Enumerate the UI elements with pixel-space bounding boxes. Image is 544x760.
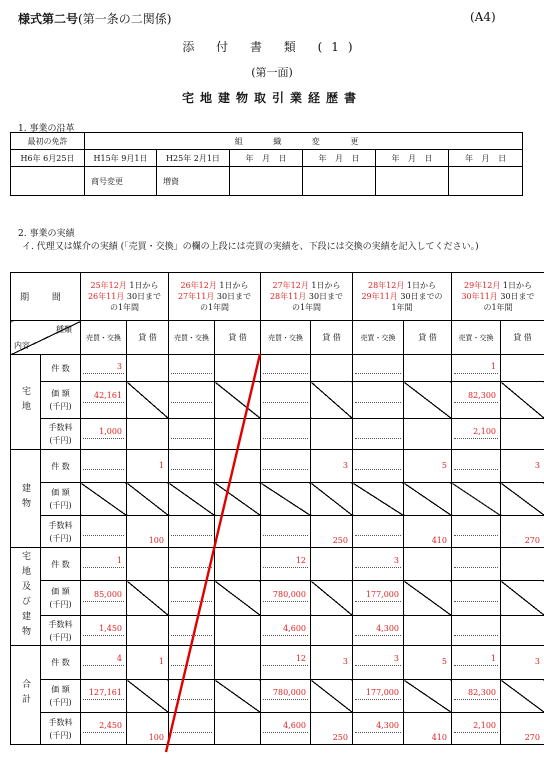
item-unit: (千円) bbox=[49, 730, 72, 740]
change-note bbox=[449, 167, 523, 196]
lend-cell: 3 bbox=[501, 646, 544, 680]
lend-cell bbox=[501, 616, 544, 646]
lend-cell: 250 bbox=[311, 713, 353, 745]
paper-size: (A4) bbox=[470, 10, 496, 24]
item-unit: (千円) bbox=[49, 632, 72, 642]
change-date: 年 月 日 bbox=[303, 150, 376, 167]
col-lend: 貸 借 bbox=[311, 321, 353, 355]
lend-cell: 250 bbox=[311, 516, 353, 548]
value-upper bbox=[454, 555, 498, 568]
sell-cell bbox=[353, 450, 404, 483]
sell-cell bbox=[81, 419, 127, 450]
lend-cell bbox=[127, 419, 169, 450]
sell-cell bbox=[169, 355, 215, 382]
sell-cell bbox=[452, 548, 501, 581]
sell-cell bbox=[261, 616, 311, 646]
sell-cell bbox=[452, 713, 501, 745]
value-upper bbox=[263, 390, 308, 403]
value-upper bbox=[171, 523, 212, 536]
history-table bbox=[10, 132, 523, 196]
value-upper: 1 bbox=[83, 555, 124, 568]
item-label: 価 額 bbox=[51, 685, 70, 694]
value-upper: 4,600 bbox=[263, 623, 308, 636]
value-upper: 780,000 bbox=[263, 589, 308, 602]
sell-cell bbox=[169, 548, 215, 581]
blank-diagonal-cell bbox=[404, 581, 452, 616]
item-fee-label bbox=[41, 713, 81, 745]
value-upper: 3 bbox=[355, 653, 401, 666]
period-label: 期 間 bbox=[11, 273, 81, 321]
value-upper bbox=[355, 361, 401, 374]
value-upper bbox=[355, 457, 401, 470]
blank-diagonal-cell bbox=[127, 581, 169, 616]
change-note: 商号変更 bbox=[85, 167, 157, 196]
sell-cell bbox=[81, 680, 127, 713]
item-count-label bbox=[41, 548, 81, 581]
value-upper: 3 bbox=[83, 361, 124, 374]
item-label: 手数料 bbox=[48, 619, 73, 629]
lend-cell bbox=[215, 548, 261, 581]
blank-diagonal-cell bbox=[501, 483, 544, 516]
value-upper bbox=[454, 589, 498, 602]
lend-cell bbox=[404, 355, 452, 382]
blank-diagonal-cell bbox=[501, 680, 544, 713]
change-date: H15年 9月1日 bbox=[85, 150, 157, 167]
value-upper: 12 bbox=[263, 653, 308, 666]
value-upper bbox=[171, 687, 212, 700]
item-label: 件 数 bbox=[51, 559, 70, 569]
sell-cell bbox=[169, 382, 215, 419]
blank-diagonal-cell bbox=[169, 483, 215, 516]
value-upper bbox=[171, 361, 212, 374]
value-upper bbox=[171, 390, 212, 403]
value-upper bbox=[171, 653, 212, 666]
sell-cell bbox=[452, 616, 501, 646]
blank-diagonal-cell bbox=[215, 581, 261, 616]
group-label: 建物 bbox=[20, 482, 30, 513]
blank-diagonal-cell bbox=[501, 382, 544, 419]
value-upper bbox=[83, 457, 124, 470]
value-upper: 2,450 bbox=[83, 720, 124, 733]
lend-cell bbox=[404, 616, 452, 646]
form-number: 様式第二号(第一条の二関係) bbox=[18, 12, 172, 26]
period-1: 25年12月 1日から 26年11月 30日まで の1年間 bbox=[81, 273, 169, 321]
value-upper: 1 bbox=[454, 361, 498, 374]
sell-cell bbox=[81, 516, 127, 548]
sell-cell bbox=[81, 713, 127, 745]
value-upper: 177,000 bbox=[355, 687, 401, 700]
lend-cell: 270 bbox=[501, 713, 544, 745]
lend-cell: 410 bbox=[404, 516, 452, 548]
lend-cell bbox=[404, 548, 452, 581]
record-note: イ. 代理又は媒介の実績 (「売買・交換」の欄の上段には売買の実績を、下段には交換の実績を記入してください。) bbox=[22, 242, 479, 252]
value-upper bbox=[263, 457, 308, 470]
lend-cell bbox=[127, 616, 169, 646]
lend-cell bbox=[215, 713, 261, 745]
first-license-label: 最初の免許 bbox=[11, 133, 85, 150]
blank-diagonal-cell bbox=[261, 483, 311, 516]
item-label: 価 額 bbox=[51, 587, 70, 596]
blank-diagonal-cell bbox=[215, 382, 261, 419]
change-note bbox=[230, 167, 303, 196]
sell-cell bbox=[452, 355, 501, 382]
item-label: 手数料 bbox=[48, 520, 73, 530]
value-upper bbox=[355, 426, 401, 439]
blank-diagonal-cell bbox=[311, 581, 353, 616]
lend-cell bbox=[215, 616, 261, 646]
value-upper bbox=[171, 623, 212, 636]
sell-cell bbox=[452, 680, 501, 713]
blank-diagonal-cell bbox=[311, 680, 353, 713]
item-price-label bbox=[41, 382, 81, 419]
group-bldg bbox=[11, 450, 41, 548]
period-4: 28年12月 1日から 29年11月 30日までの 1年間 bbox=[353, 273, 452, 321]
col-lend: 貸 借 bbox=[215, 321, 261, 355]
section-record: 2. 事業の実績 bbox=[18, 229, 75, 239]
col-lend: 貸 借 bbox=[404, 321, 452, 355]
change-date: 年 月 日 bbox=[376, 150, 449, 167]
item-unit: (千円) bbox=[49, 533, 72, 543]
kind-content-header bbox=[11, 321, 81, 355]
changes-label: 組 織 変 更 bbox=[85, 133, 523, 150]
sell-cell bbox=[81, 646, 127, 680]
item-unit: (千円) bbox=[49, 501, 72, 510]
value-upper bbox=[171, 589, 212, 602]
lend-cell: 5 bbox=[404, 450, 452, 483]
col-sell: 売買・交換 bbox=[353, 321, 404, 355]
value-upper: 177,000 bbox=[355, 589, 401, 602]
sell-cell bbox=[353, 581, 404, 616]
sell-cell bbox=[452, 450, 501, 483]
value-upper: 12 bbox=[263, 555, 308, 568]
sell-cell bbox=[261, 382, 311, 419]
lend-cell: 3 bbox=[501, 450, 544, 483]
kind-label: 種類 bbox=[56, 325, 72, 334]
blank-diagonal-cell bbox=[404, 483, 452, 516]
value-upper: 85,000 bbox=[83, 589, 124, 602]
doc-heading: 宅地建物取引業経歴書 bbox=[181, 91, 362, 105]
group-label: 宅地 bbox=[20, 386, 30, 416]
blank-diagonal-cell bbox=[215, 680, 261, 713]
value-upper: 4,600 bbox=[263, 720, 308, 733]
value-upper: 127,161 bbox=[83, 687, 124, 700]
value-upper bbox=[454, 623, 498, 636]
sell-cell bbox=[261, 450, 311, 483]
group-total bbox=[11, 646, 41, 745]
sell-cell bbox=[169, 516, 215, 548]
sell-cell bbox=[169, 616, 215, 646]
value-upper bbox=[454, 523, 498, 536]
sell-cell bbox=[81, 548, 127, 581]
blank-diagonal-cell bbox=[404, 680, 452, 713]
sell-cell bbox=[261, 548, 311, 581]
value-upper: 780,000 bbox=[263, 687, 308, 700]
lend-cell bbox=[215, 646, 261, 680]
group-both bbox=[11, 548, 41, 646]
value-upper: 2,100 bbox=[454, 720, 498, 733]
doc-subtitle: (第一面) bbox=[251, 66, 293, 79]
first-license-note bbox=[11, 167, 85, 196]
col-sell: 売買・交換 bbox=[261, 321, 311, 355]
lend-cell bbox=[311, 616, 353, 646]
item-fee-label bbox=[41, 516, 81, 548]
group-land bbox=[11, 355, 41, 450]
value-upper: 42,161 bbox=[83, 390, 124, 403]
value-upper: 3 bbox=[355, 555, 401, 568]
change-date: H25年 2月1日 bbox=[157, 150, 230, 167]
change-note bbox=[303, 167, 376, 196]
item-label: 件 数 bbox=[51, 461, 70, 471]
lend-cell: 5 bbox=[404, 646, 452, 680]
doc-title: 添 付 書 類 (1) bbox=[182, 40, 362, 54]
sell-cell bbox=[452, 646, 501, 680]
first-license-date: H6年 6月25日 bbox=[11, 150, 85, 167]
item-label: 価 額 bbox=[51, 389, 70, 398]
sell-cell bbox=[353, 382, 404, 419]
lend-cell bbox=[501, 419, 544, 450]
item-label: 手数料 bbox=[48, 717, 73, 727]
change-date: 年 月 日 bbox=[449, 150, 523, 167]
lend-cell bbox=[127, 548, 169, 581]
item-fee-label bbox=[41, 419, 81, 450]
blank-diagonal-cell bbox=[452, 483, 501, 516]
lend-cell bbox=[311, 355, 353, 382]
lend-cell bbox=[215, 516, 261, 548]
item-label: 価 額 bbox=[51, 488, 70, 497]
sell-cell bbox=[452, 419, 501, 450]
change-note: 増資 bbox=[157, 167, 230, 196]
sell-cell bbox=[81, 616, 127, 646]
value-upper: 1,450 bbox=[83, 623, 124, 636]
blank-diagonal-cell bbox=[353, 483, 404, 516]
value-upper bbox=[171, 555, 212, 568]
lend-cell: 410 bbox=[404, 713, 452, 745]
item-unit: (千円) bbox=[49, 698, 72, 707]
sell-cell bbox=[261, 355, 311, 382]
value-upper bbox=[355, 523, 401, 536]
sell-cell bbox=[261, 516, 311, 548]
period-5: 29年12月 1日から 30年11月 30日まで の1年間 bbox=[452, 273, 544, 321]
period-2: 26年12月 1日から 27年11月 30日まで の1年間 bbox=[169, 273, 261, 321]
item-unit: (千円) bbox=[49, 600, 72, 609]
sell-cell bbox=[81, 450, 127, 483]
item-count-label bbox=[41, 646, 81, 680]
value-upper bbox=[454, 457, 498, 470]
col-sell: 売買・交換 bbox=[81, 321, 127, 355]
col-sell: 売買・交換 bbox=[169, 321, 215, 355]
sell-cell bbox=[452, 516, 501, 548]
sell-cell bbox=[261, 713, 311, 745]
lend-cell: 100 bbox=[127, 516, 169, 548]
col-sell: 売買・交換 bbox=[452, 321, 501, 355]
sell-cell bbox=[81, 382, 127, 419]
sell-cell bbox=[353, 516, 404, 548]
lend-cell bbox=[501, 355, 544, 382]
sell-cell bbox=[169, 450, 215, 483]
sell-cell bbox=[81, 355, 127, 382]
sell-cell bbox=[353, 548, 404, 581]
blank-diagonal-cell bbox=[127, 483, 169, 516]
sell-cell bbox=[353, 355, 404, 382]
sell-cell bbox=[169, 581, 215, 616]
sell-cell bbox=[353, 419, 404, 450]
sell-cell bbox=[261, 581, 311, 616]
value-upper: 4,300 bbox=[355, 720, 401, 733]
sell-cell bbox=[169, 419, 215, 450]
lend-cell bbox=[501, 548, 544, 581]
blank-diagonal-cell bbox=[501, 581, 544, 616]
item-label: 件 数 bbox=[51, 363, 70, 373]
sell-cell bbox=[81, 581, 127, 616]
sell-cell bbox=[169, 713, 215, 745]
group-label: 合計 bbox=[20, 679, 30, 709]
item-price-label bbox=[41, 680, 81, 713]
blank-diagonal-cell bbox=[215, 483, 261, 516]
item-count-label bbox=[41, 355, 81, 382]
value-upper bbox=[355, 390, 401, 403]
lend-cell: 1 bbox=[127, 450, 169, 483]
item-price-label bbox=[41, 581, 81, 616]
content-label: 内容 bbox=[14, 341, 30, 350]
sell-cell bbox=[169, 646, 215, 680]
sell-cell bbox=[261, 419, 311, 450]
sell-cell bbox=[353, 616, 404, 646]
sell-cell bbox=[261, 680, 311, 713]
item-label: 手数料 bbox=[48, 423, 73, 432]
lend-cell: 3 bbox=[311, 450, 353, 483]
value-upper bbox=[171, 426, 212, 439]
value-upper: 4,300 bbox=[355, 623, 401, 636]
lend-cell: 3 bbox=[311, 646, 353, 680]
value-upper bbox=[263, 426, 308, 439]
lend-cell: 1 bbox=[127, 646, 169, 680]
sell-cell bbox=[353, 646, 404, 680]
blank-diagonal-cell bbox=[311, 483, 353, 516]
lend-cell: 100 bbox=[127, 713, 169, 745]
sell-cell bbox=[452, 581, 501, 616]
sell-cell bbox=[169, 680, 215, 713]
value-upper bbox=[263, 361, 308, 374]
lend-cell: 270 bbox=[501, 516, 544, 548]
col-lend: 貸 借 bbox=[127, 321, 169, 355]
record-table bbox=[10, 272, 544, 745]
lend-cell bbox=[311, 548, 353, 581]
item-count-label bbox=[41, 450, 81, 483]
item-price-label bbox=[41, 483, 81, 516]
value-upper: 4 bbox=[83, 653, 124, 666]
value-upper: 82,300 bbox=[454, 390, 498, 403]
lend-cell bbox=[127, 355, 169, 382]
lend-cell bbox=[215, 419, 261, 450]
col-lend: 貸 借 bbox=[501, 321, 544, 355]
lend-cell bbox=[215, 355, 261, 382]
item-fee-label bbox=[41, 616, 81, 646]
change-date: 年 月 日 bbox=[230, 150, 303, 167]
item-unit: (千円) bbox=[49, 436, 72, 445]
sell-cell bbox=[452, 382, 501, 419]
value-upper bbox=[83, 523, 124, 536]
sell-cell bbox=[353, 680, 404, 713]
value-upper bbox=[263, 523, 308, 536]
lend-cell bbox=[215, 450, 261, 483]
record-body bbox=[11, 355, 544, 745]
blank-diagonal-cell bbox=[127, 680, 169, 713]
value-upper bbox=[171, 720, 212, 733]
period-3: 27年12月 1日から 28年11月 30日まで の1年間 bbox=[261, 273, 353, 321]
item-unit: (千円) bbox=[49, 402, 72, 411]
value-upper: 1,000 bbox=[83, 426, 124, 439]
value-upper: 2,100 bbox=[454, 426, 498, 439]
group-label: 宅地及び建物 bbox=[20, 550, 30, 641]
change-note bbox=[376, 167, 449, 196]
blank-diagonal-cell bbox=[81, 483, 127, 516]
value-upper: 1 bbox=[454, 653, 498, 666]
section-history: 1. 事業の沿革 bbox=[18, 124, 75, 134]
lend-cell bbox=[404, 419, 452, 450]
sell-cell bbox=[353, 713, 404, 745]
blank-diagonal-cell bbox=[311, 382, 353, 419]
blank-diagonal-cell bbox=[127, 382, 169, 419]
value-upper bbox=[171, 457, 212, 470]
lend-cell bbox=[311, 419, 353, 450]
value-upper: 82,300 bbox=[454, 687, 498, 700]
item-label: 件 数 bbox=[51, 658, 70, 667]
sell-cell bbox=[261, 646, 311, 680]
blank-diagonal-cell bbox=[404, 382, 452, 419]
